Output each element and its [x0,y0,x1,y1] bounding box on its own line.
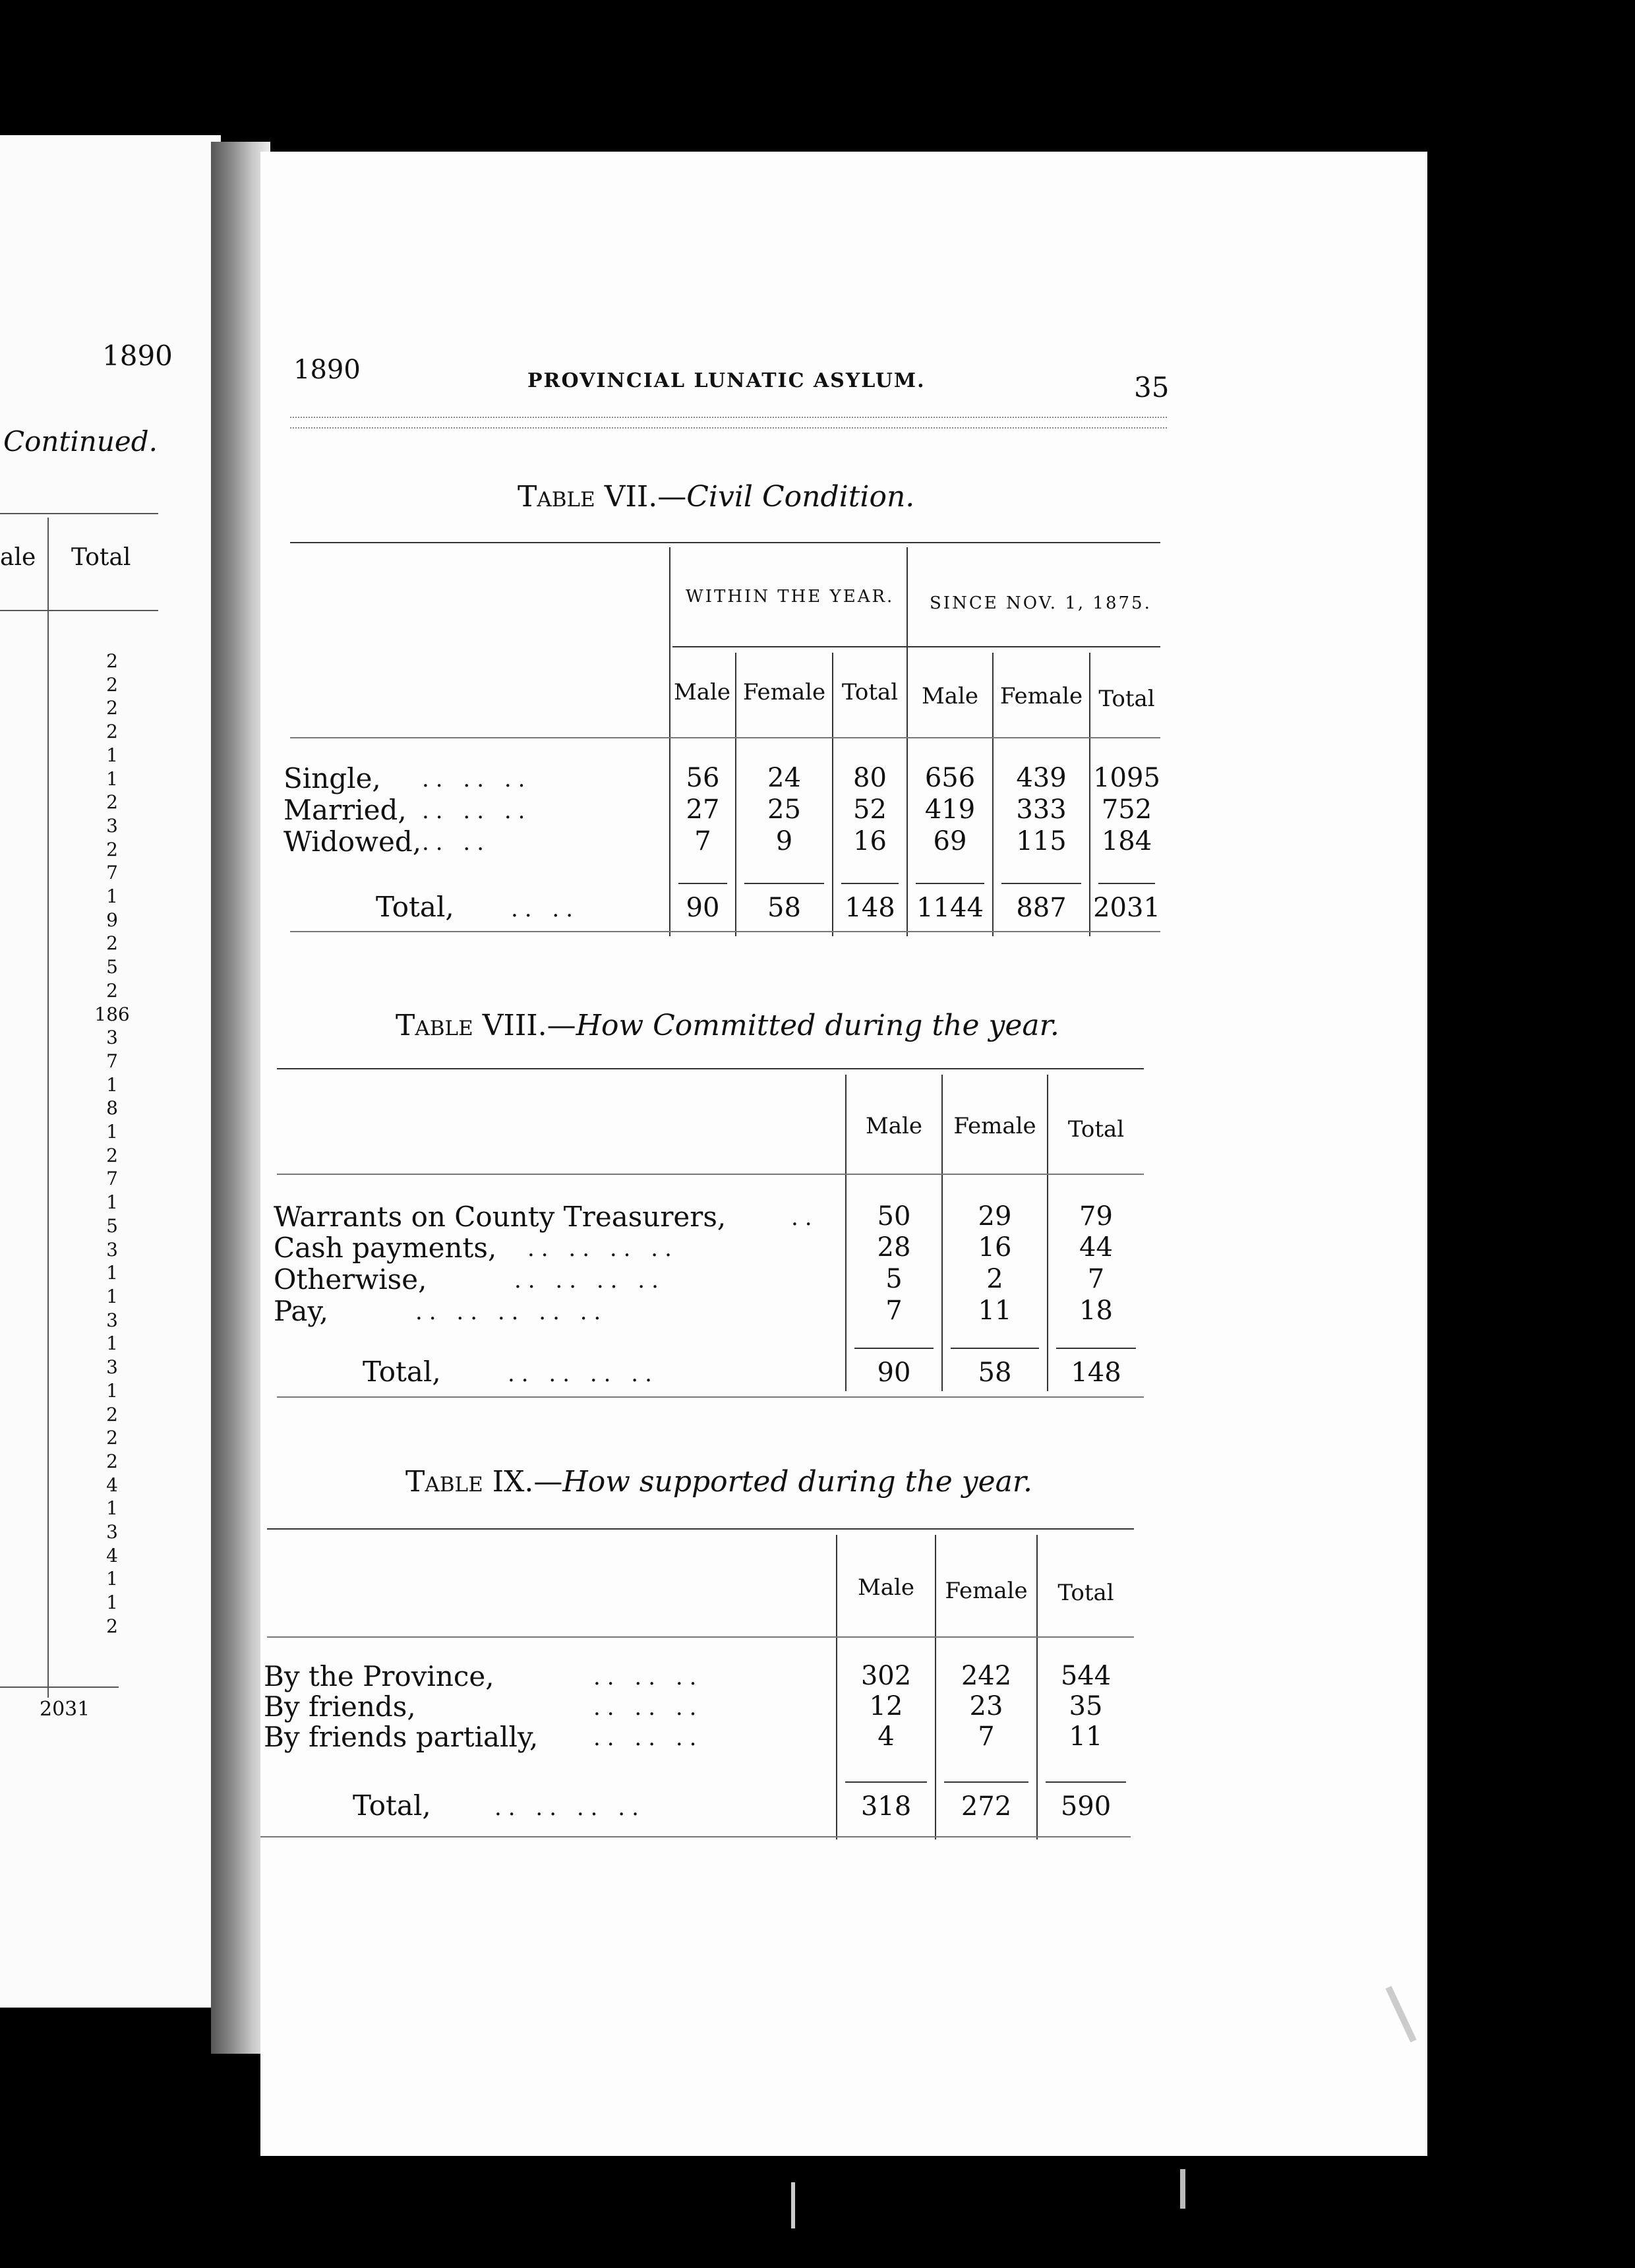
table7-cell: 656 [924,763,976,793]
table9-cell: 242 [961,1661,1012,1691]
left-table-header-rule [0,610,158,611]
table8-cell: 28 [877,1232,911,1263]
running-head: PROVINCIAL LUNATIC ASYLUM. [527,369,926,392]
left-total-cell: 1 [106,1191,118,1214]
table7-cell: 7 [694,826,711,856]
table7-cell: 419 [924,794,976,825]
table7-sum-rule [744,883,824,884]
table7-col-female-since: Female [999,683,1083,709]
leader-dots: .. .. .. .. [514,1267,665,1294]
head-rule-2 [290,427,1167,429]
table7-total-cell: 58 [767,893,801,923]
table9-total-cell: 272 [961,1791,1012,1822]
left-total-cell: 3 [106,1521,118,1543]
table8-col-male: Male [865,1113,923,1139]
left-total-cell: 2 [106,838,118,860]
leader-dots: .. .. .. [593,1725,703,1751]
table9-sum-rule [845,1781,927,1783]
table7-total-cell: 2031 [1093,893,1160,923]
left-total-column [92,649,132,1638]
table8-total-label: Total, [363,1356,441,1388]
table9-row-label: By friends, [264,1690,416,1723]
left-total-cell: 5 [106,956,118,978]
scan-artifact [1180,2169,1185,2209]
left-total-cell: 4 [106,1474,118,1496]
table8-col-total: Total [1067,1116,1125,1143]
table8-row-label: Cash payments, [274,1232,497,1264]
left-total-cell: 1 [106,885,118,908]
table7-sum-rule [841,883,899,884]
left-total-cell: 2 [106,791,118,814]
table9-col-male: Male [857,1574,915,1601]
left-page-continued: Continued. [3,425,158,458]
table7-group-rule [672,646,1160,647]
table8-total-cell: 90 [877,1358,911,1388]
table7-total-cell: 90 [686,893,720,923]
left-table-sum-rule [0,1686,119,1688]
table7-vrule-2 [907,547,908,936]
table9-col-total: Total [1057,1580,1114,1606]
table8-col-female: Female [953,1113,1036,1139]
table9-cell: 302 [860,1661,912,1691]
left-page-year: 1890 [102,340,173,372]
left-total-cell: 2 [106,1427,118,1449]
leader-dots: .. .. .. [593,1694,703,1721]
table9-cell: 11 [1069,1721,1103,1752]
left-total-cell: 2 [106,650,118,672]
table9-total-cell: 318 [860,1791,912,1822]
left-total-cell: 2 [106,1615,118,1637]
table8-cell: 5 [885,1264,903,1294]
left-total-cell: 9 [106,909,118,931]
table9-cell: 7 [978,1721,995,1752]
left-total-cell: 1 [106,1262,118,1284]
table7-cell: 115 [1016,826,1067,856]
table8-cell: 79 [1079,1201,1113,1232]
table8-top-rule [277,1068,1144,1069]
left-total-cell: 4 [106,1544,118,1567]
table7-sum-rule [1001,883,1081,884]
table9-sum-rule [1046,1781,1126,1783]
left-total-cell: 2 [106,721,118,743]
table7-top-rule [290,542,1160,543]
table8-cell: 11 [978,1296,1012,1326]
left-total-cell: 2 [106,1403,118,1425]
left-total-cell: 1 [106,1073,118,1096]
table7-sum-rule [678,883,727,884]
table7-cell: 69 [933,826,967,856]
table7-cell: 333 [1016,794,1067,825]
left-total-cell: 1 [106,1568,118,1590]
table8-row-label: Warrants on County Treasurers, [274,1201,727,1233]
table7-cell: 16 [853,826,887,856]
leader-dots: .. .. .. [422,766,532,792]
left-total-cell: 1 [106,1332,118,1355]
table7-vrule-1 [669,547,670,936]
table8-total-cell: 148 [1071,1358,1121,1388]
table7-cell: 439 [1016,763,1067,793]
table8-sum-rule [1056,1348,1136,1349]
table8-row-label: Pay, [274,1295,328,1327]
left-total-cell: 8 [106,1097,118,1119]
table7-cell: 184 [1101,826,1152,856]
table7-group-since-1875: SINCE NOV. 1, 1875. [930,593,1152,613]
left-table-column-rule [47,518,49,1698]
left-total-cell: 1 [106,1497,118,1520]
table8-cell: 7 [885,1296,903,1326]
leader-dots: .. [791,1205,819,1231]
table9-col-female: Female [945,1578,1028,1604]
left-total-cell: 5 [106,1214,118,1237]
table7-row-label: Widowed, [283,825,422,858]
left-col-total-header: Total [71,544,131,571]
table9-cell: 35 [1069,1691,1103,1721]
left-total-cell: 3 [106,1238,118,1261]
table8-row-label: Otherwise, [274,1263,427,1296]
left-total-cell: 2 [106,697,118,719]
table9-row-label: By friends partially, [264,1721,539,1753]
left-total-cell: 1 [106,1379,118,1402]
table8-cell: 29 [978,1201,1012,1232]
left-total-cell: 2 [106,932,118,955]
left-total-cell: 2 [106,979,118,1001]
left-table-top-rule [0,513,158,514]
leader-dots: .. .. .. .. [494,1795,645,1821]
left-total-cell: 1 [106,767,118,790]
table7-total-label: Total, [376,891,454,923]
left-total-cell: 3 [106,1356,118,1379]
left-total-cell: 2 [106,673,118,696]
page-number: 35 [1134,371,1170,403]
leader-dots: .. .. .. .. [527,1236,678,1262]
left-total-cell: 7 [106,1050,118,1072]
left-total-cell: 7 [106,862,118,884]
table8-sum-rule [951,1348,1039,1349]
table7-total-cell: 1144 [916,893,984,923]
table7-col-female: Female [742,679,826,705]
left-total-cell: 2 [106,1450,118,1472]
left-total-cell: 7 [106,1168,118,1190]
table7-col-male-since: Male [921,683,979,709]
table9-sum-rule [944,1781,1028,1783]
table8-cell: 16 [978,1232,1012,1263]
leader-dots: .. .. [422,829,491,856]
table7-cell: 752 [1101,794,1152,825]
table9-cell: 23 [969,1691,1003,1721]
table7-cell: 24 [767,763,801,793]
table7-col-total-since: Total [1098,686,1155,712]
left-col-header-fragment: ale [0,544,36,571]
table8-cell: 50 [877,1201,911,1232]
table7-total-cell: 887 [1016,893,1067,923]
table7-row-label: Married, [283,794,407,826]
left-total-cell: 1 [106,1285,118,1307]
table9-total-cell: 590 [1060,1791,1112,1822]
table8-cell: 7 [1087,1264,1105,1294]
table7-cell: 80 [853,763,887,793]
table9-row-label: By the Province, [264,1660,494,1692]
table8-cell: 2 [986,1264,1003,1294]
table8-sum-rule [854,1348,934,1349]
table9-total-label: Total, [353,1789,431,1822]
table7-cell: 27 [686,794,720,825]
table7-cell: 1095 [1093,763,1160,793]
table7-bottom-rule [290,931,1160,932]
leader-dots: .. .. .. [422,798,532,824]
table7-col-male: Male [673,679,731,705]
table7-row-label: Single, [283,762,381,794]
leader-dots: .. .. .. .. .. [415,1299,608,1325]
table7-cell: 9 [775,826,793,856]
left-total-cell: 1 [106,1592,118,1614]
left-total-cell: 1 [106,1121,118,1143]
table9-cell: 544 [1060,1661,1112,1691]
table8-cell: 44 [1079,1232,1113,1263]
leader-dots: .. .. .. .. [508,1361,659,1387]
table8-bottom-rule [277,1396,1144,1398]
table7-col-total: Total [841,679,899,705]
right-page [260,152,1427,2156]
left-total-cell: 2 [106,1144,118,1166]
left-sum: 2031 [40,1698,90,1721]
table7-cell: 52 [853,794,887,825]
table8-cell: 18 [1079,1296,1113,1326]
left-total-cell: 3 [106,1309,118,1331]
table7-cell: 25 [767,794,801,825]
head-rule [290,417,1167,418]
table7-title: Table VII.—Civil Condition. [518,480,915,514]
left-total-cell: 3 [106,1027,118,1049]
left-total-cell: 3 [106,814,118,837]
leader-dots: .. .. .. [593,1664,703,1690]
table7-header-rule [290,737,1160,738]
left-total-cell: 1 [106,744,118,766]
scan-artifact [791,2182,795,2228]
table8-total-cell: 58 [978,1358,1012,1388]
table9-cell: 4 [877,1721,895,1752]
table7-sum-rule [1098,883,1155,884]
table8-header-rule [277,1174,1144,1175]
table9-title: Table IX.—How supported during the year. [405,1465,1033,1499]
right-page-year: 1890 [293,355,361,385]
leader-dots: .. .. [511,896,580,922]
table9-header-rule [267,1636,1134,1638]
table7-group-within-year: WITHIN THE YEAR. [686,587,895,607]
table9-cell: 12 [869,1691,903,1721]
table7-sum-rule [916,883,984,884]
table9-top-rule [267,1528,1134,1530]
table8-title: Table VIII.—How Committed during the year. [396,1009,1059,1042]
left-total-cell: 186 [94,1003,130,1025]
table7-cell: 56 [686,763,720,793]
table9-bottom-rule [260,1836,1131,1837]
table7-total-cell: 148 [845,893,895,923]
